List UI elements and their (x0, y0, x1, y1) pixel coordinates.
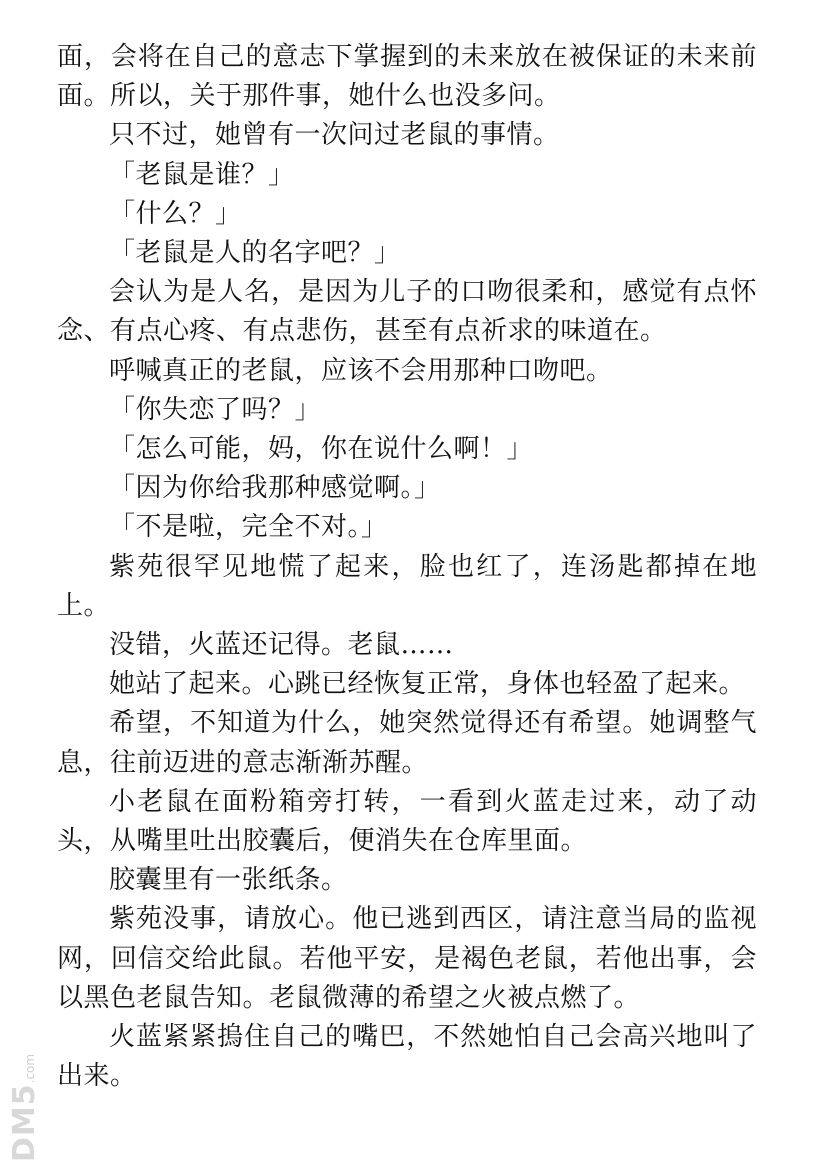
paragraph: 紫苑很罕见地慌了起来，脸也红了，连汤匙都掉在地上。 (57, 551, 757, 621)
watermark-main: DM5 (7, 1083, 42, 1162)
paragraph: 火蓝紧紧摀住自己的嘴巴，不然她怕自己会高兴地叫了出来。 (57, 1022, 757, 1092)
paragraph: 紫苑没事，请放心。他已逃到西区，请注意当局的监视网，回信交给此鼠。若他平安，是褐色老鼠，若他出事，会以黑色老鼠告知。老鼠微薄的希望之火被点燃了。 (57, 904, 757, 1013)
dialogue-line: 「不是啦，完全不对。」 (109, 512, 388, 543)
paragraph: 她站了起来。心跳已经恢复正常，身体也轻盈了起来。 (109, 669, 746, 700)
dialogue-line: 「什么？」 (109, 198, 242, 229)
dialogue-line: 「你失恋了吗？」 (109, 394, 322, 425)
paragraph: 希望，不知道为什么，她突然觉得还有希望。她调整气息，往前迈进的意志渐渐苏醒。 (57, 708, 757, 778)
dialogue-line: 「因为你给我那种感觉啊。」 (109, 473, 441, 504)
paragraph: 呼喊真正的老鼠，应该不会用那种口吻吧。 (109, 355, 613, 386)
dialogue-line: 「老鼠是谁？」 (109, 159, 295, 190)
watermark-logo (6, 1052, 44, 1162)
paragraph: 面，会将在自己的意志下掌握到的未来放在被保证的未来前面。所以，关于那件事，她什么也没多问。 (57, 42, 757, 112)
paragraph: 只不过，她曾有一次问过老鼠的事情。 (109, 120, 560, 151)
paragraph: 没错，火蓝还记得。老鼠…… (109, 630, 454, 661)
watermark-suffix: .com (23, 1053, 37, 1084)
dialogue-line: 「怎么可能，妈，你在说什么啊！」 (109, 434, 534, 465)
document-body (57, 38, 757, 1096)
dm5-watermark (6, 1052, 44, 1162)
paragraph: 会认为是人名，是因为儿子的口吻很柔和，感觉有点怀念、有点心疼、有点悲伤，甚至有点祈求的味道在。 (57, 277, 757, 347)
paragraph: 胶囊里有一张纸条。 (109, 865, 348, 896)
dialogue-line: 「老鼠是人的名字吧？」 (109, 238, 401, 269)
paragraph: 小老鼠在面粉箱旁打转，一看到火蓝走过来，动了动头，从嘴里吐出胶囊后，便消失在仓库里面。 (57, 786, 757, 857)
